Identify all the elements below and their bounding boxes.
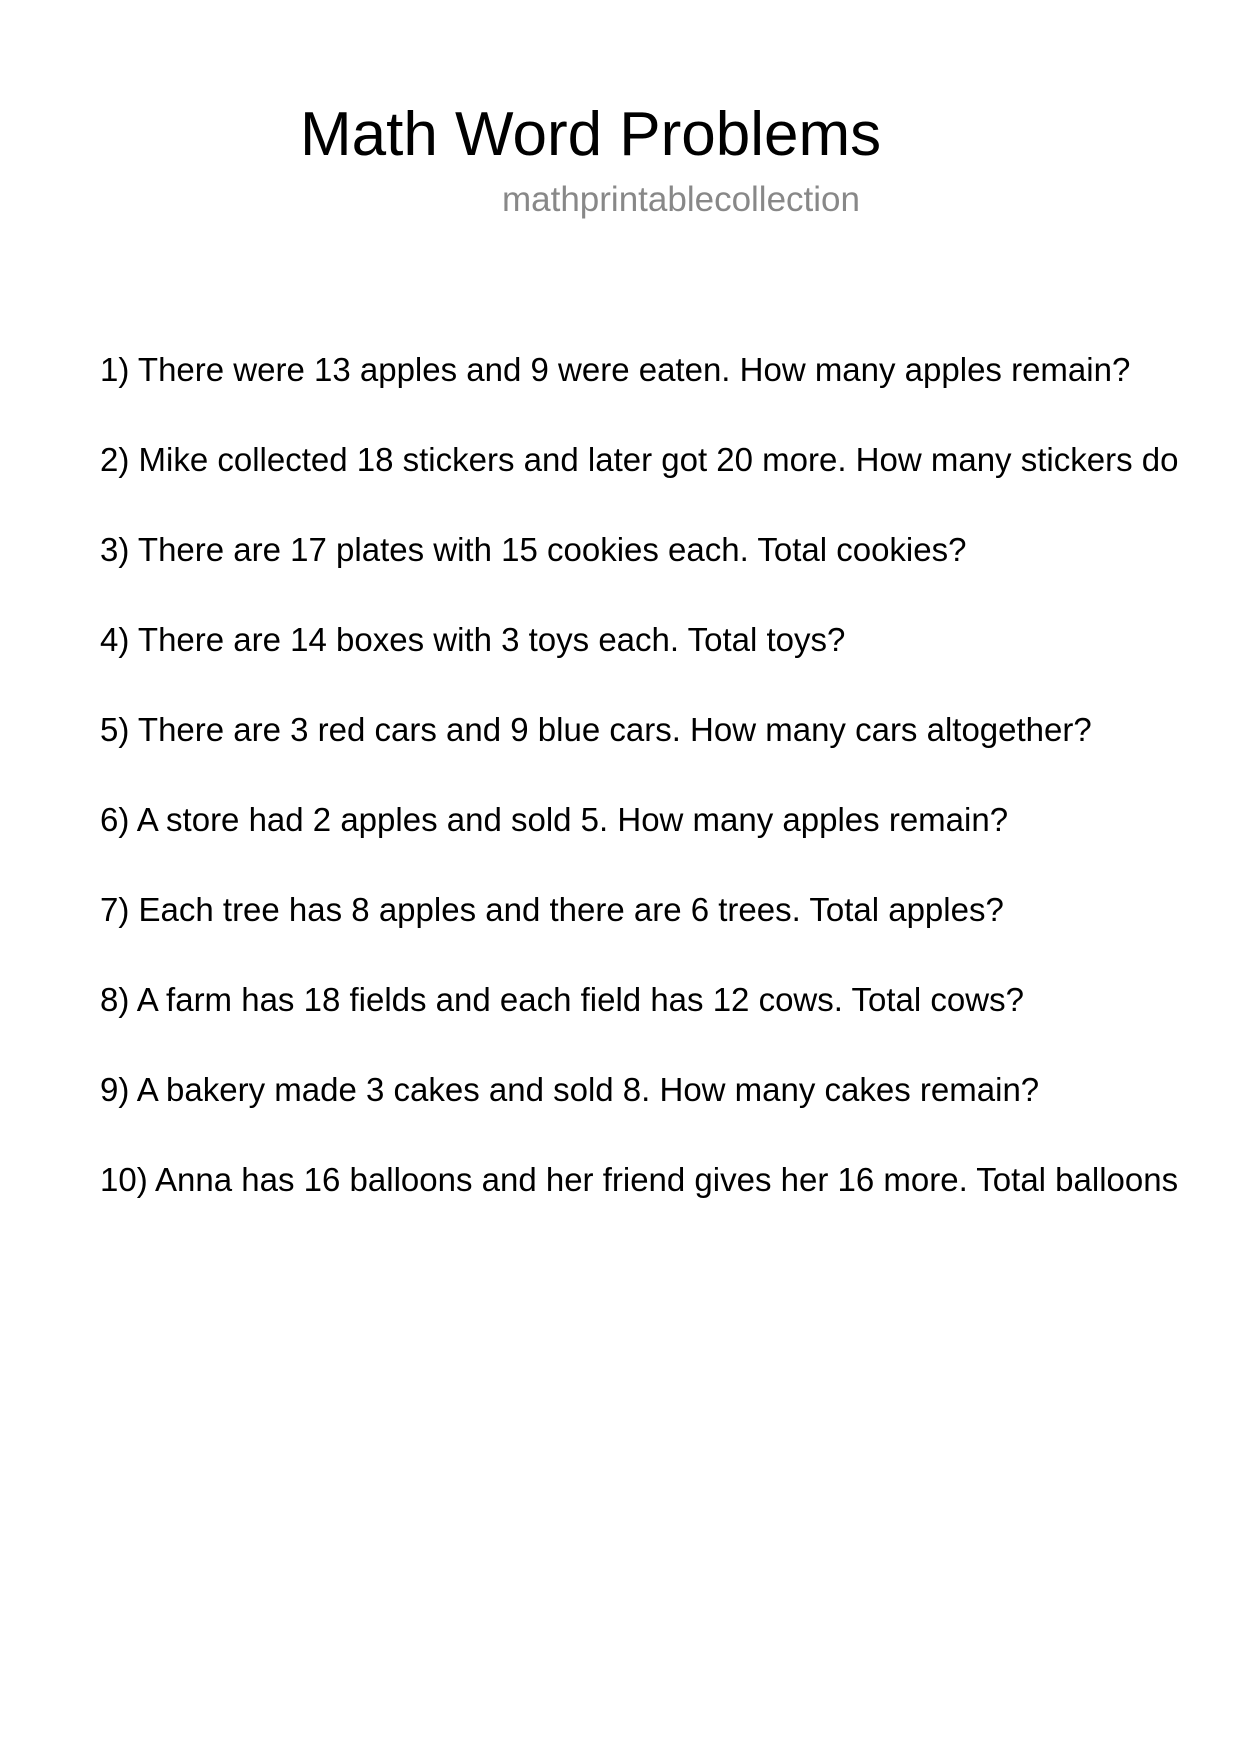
problem-3: 3) There are 17 plates with 15 cookies each. Total cookies? xyxy=(100,531,967,568)
problem-5: 5) There are 3 red cars and 9 blue cars. How many cars altogether? xyxy=(100,711,1092,748)
problem-6: 6) A store had 2 apples and sold 5. How many apples remain? xyxy=(100,801,1009,838)
problem-4: 4) There are 14 boxes with 3 toys each. Total toys? xyxy=(100,621,846,658)
problem-2: 2) Mike collected 18 stickers and later got 20 more. How many stickers do xyxy=(100,441,1179,478)
problem-8: 8) A farm has 18 fields and each field has 12 cows. Total cows? xyxy=(100,981,1024,1018)
problem-list xyxy=(100,347,1240,1247)
page-subtitle: mathprintablecollection xyxy=(502,180,860,219)
problem-10: 10) Anna has 16 balloons and her friend gives her 16 more. Total balloons xyxy=(100,1161,1179,1198)
problem-1: 1) There were 13 apples and 9 were eaten. How many apples remain? xyxy=(100,351,1131,388)
problem-9: 9) A bakery made 3 cakes and sold 8. How many cakes remain? xyxy=(100,1071,1040,1108)
page-title: Math Word Problems xyxy=(300,100,882,169)
problem-7: 7) Each tree has 8 apples and there are 6 trees. Total apples? xyxy=(100,891,1004,928)
